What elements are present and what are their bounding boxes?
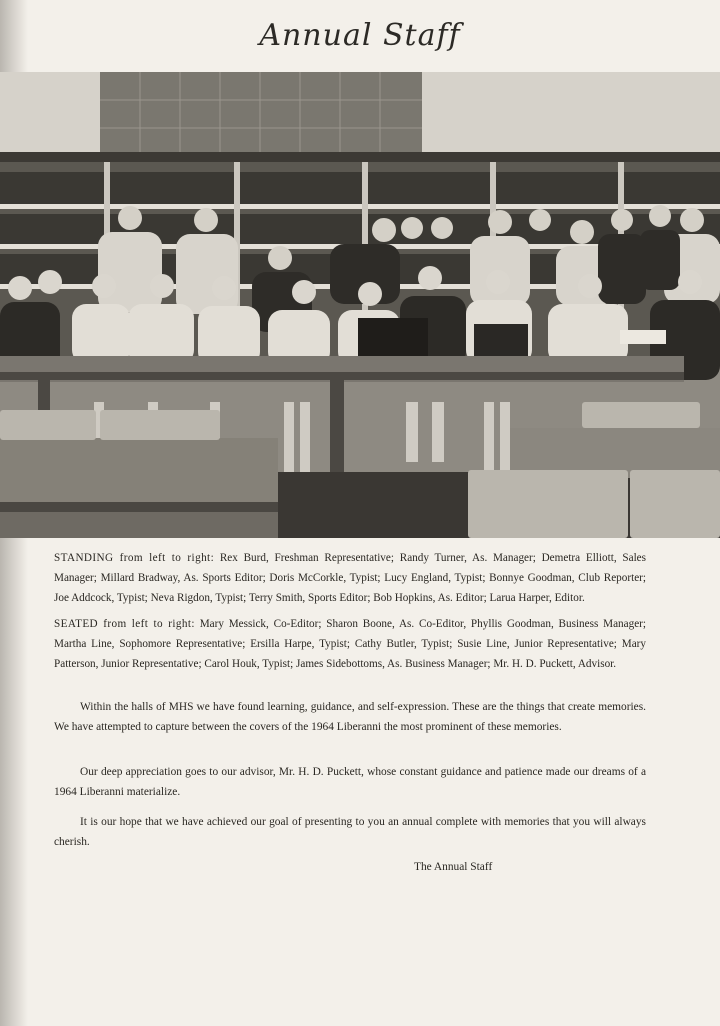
intro-paragraph: Within the halls of MHS we have found learning, guidance, and self-expression. These are the things that create memories. We have attempted to capture between the covers of the 1964 Liberanni the most prominent of these memories. — [54, 701, 646, 733]
staff-group-photo — [0, 72, 720, 538]
standing-caption-names: Rex Burd, Freshman Representative; Randy Turner, As. Manager; Demetra Elliott, Sales Manager; Millard Bradway, As. Sports Editor; Doris McCorkle, Typist; Lucy England, Typist; Bonnye Goodman, Club Reporter; Joe Addcock, Typist; Neva Rigdon, Typist; Terry Smith, Sports Editor; Bob Hopkins, As. Editor; Larua Harper, Editor. — [54, 552, 646, 604]
seated-caption-names: Mary Messick, Co-Editor; Sharon Boone, As. Co-Editor, Phyllis Goodman, Business Manager; Martha Line, Sophomore Representative; Ersilla Harpe, Typist; Cathy Butler, Typist; Susie Line, Junior Representative; Mary Patterson, Junior Representative; Carol Houk, Typist; James Sidebottoms, As. Business Manager; Mr. H. D. Puckett, Advisor. — [54, 618, 647, 670]
appreciation-paragraph: Our deep appreciation goes to our advisor, Mr. H. D. Puckett, whose constant guidance and patience made our dreams of a 1964 Liberanni materialize. — [54, 766, 646, 798]
seated-caption — [54, 614, 646, 674]
standing-caption-lead: STANDING from left to right: — [54, 552, 215, 564]
signature: The Annual Staff — [414, 861, 493, 873]
page-title: Annual Staff — [259, 18, 461, 53]
standing-caption — [54, 548, 646, 608]
seated-caption-lead: SEATED from left to right: — [54, 618, 195, 630]
closing-paragraph: It is our hope that we have achieved our goal of presenting to you an annual complete with memories that you will always cherish. — [54, 816, 646, 848]
